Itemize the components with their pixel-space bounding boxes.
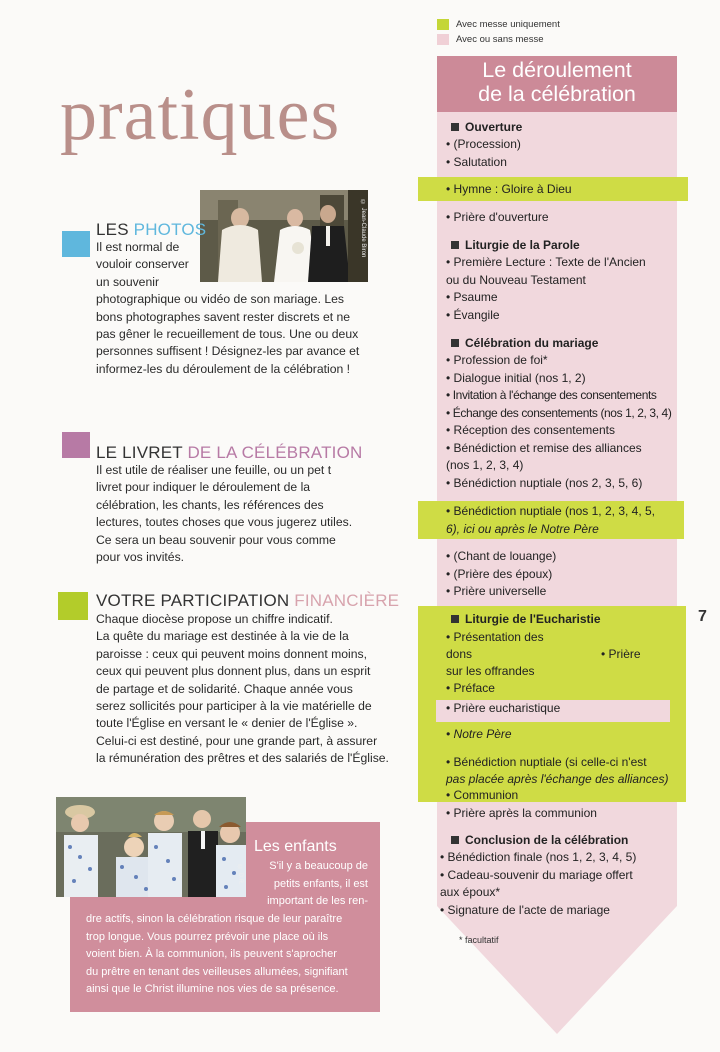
eucharistie-item: sur les offrandes — [446, 664, 535, 678]
ouverture-item: • Salutation — [446, 154, 507, 169]
mariage-item: • Bénédiction et remise des alliances — [446, 440, 642, 455]
livret-heading-main: LE LIVRET — [96, 443, 188, 462]
conclusion-item: • Bénédiction finale (nos 1, 2, 3, 4, 5) — [440, 850, 637, 864]
participation-line: Celui-ci est destiné, pour une grande part, à assurer — [96, 733, 378, 748]
photos-heading-accent: PHOTOS — [133, 220, 207, 239]
page-title: pratiques — [60, 74, 341, 156]
eucharistie-item: • Communion — [446, 788, 519, 802]
livret-line: livret pour indiquer le déroulement de la — [96, 480, 311, 495]
children-photo-credit: © D.R. — [237, 865, 243, 885]
ouverture-item: • (Procession) — [446, 137, 521, 151]
enfants-line: du prêtre en tenant des veilleuses allumées, signifiant — [86, 965, 348, 978]
children-photo — [56, 797, 246, 897]
mariage-item: • Dialogue initial (nos 1, 2) — [446, 370, 586, 385]
eucharistie-item: • Prière — [601, 647, 641, 661]
livret-line: lectures, toutes choses que vous jugerez utiles. — [96, 515, 353, 530]
conclusion-item: • Cadeau-souvenir du mariage offert — [440, 867, 633, 882]
eucharistie-heading — [451, 612, 601, 626]
eucharistie-heading-text: Liturgie de l'Eucharistie — [465, 612, 601, 626]
parole-item: ou du Nouveau Testament — [446, 272, 586, 287]
photos-line: pas gêner le recueillement de tous. Une ou deux — [96, 327, 359, 342]
ouverture-after-band: • Prière d'ouverture — [446, 210, 549, 224]
enfants-text-full — [86, 911, 348, 999]
participation-line: ceux qui peuvent plus donnent plus, dans un esprit — [96, 664, 371, 679]
square-bullet-icon — [451, 615, 459, 623]
photos-heading-main: LES — [96, 220, 134, 239]
livret-heading-accent: DE LA CÉLÉBRATION — [187, 443, 363, 462]
enfants-line: important de les ren- — [267, 895, 368, 908]
photos-line: Il est normal de — [96, 240, 180, 254]
eucharistie-item: pas placée après l'échange des alliances) — [446, 772, 669, 786]
livret-line: célébration, les chants, les références des — [96, 497, 324, 512]
legend-label-with-mass: Avec messe uniquement — [456, 19, 560, 30]
photos-line: photographique ou vidéo de son mariage. Les — [96, 292, 344, 307]
ouverture-heading-text: Ouverture — [465, 120, 523, 134]
enfants-line: petits enfants, il est — [273, 877, 368, 890]
mariage-band — [446, 503, 655, 538]
participation-line: La quête du mariage est destinée à la vie de la — [96, 629, 349, 644]
mariage-item: • Invitation à l'échange des consentements — [446, 388, 657, 402]
mariage-item: • Réception des consentements — [446, 423, 615, 437]
enfants-text-right — [256, 858, 368, 911]
parole-item: • Psaume — [446, 290, 498, 304]
mariage-after-item: • (Prière des époux) — [446, 566, 553, 581]
livret-heading — [96, 443, 362, 463]
eucharistie-item: • Présentation des — [446, 630, 544, 644]
participation-heading-accent: FINANCIÈRE — [294, 591, 400, 610]
mariage-item: • Bénédiction nuptiale (nos 2, 3, 5, 6) — [446, 475, 643, 490]
participation-heading-main: VOTRE PARTICIPATION — [96, 591, 295, 610]
legend-label-with-or-without: Avec ou sans messe — [456, 34, 544, 45]
livret-line: pour vos invités. — [96, 550, 185, 565]
photos-color-square — [62, 231, 90, 257]
ouverture-band-item: • Hymne : Gloire à Dieu — [446, 182, 572, 196]
eucharistie-item: • Préface — [446, 681, 495, 695]
participation-color-square — [58, 592, 88, 620]
participation-line: Chaque diocèse propose un chiffre indicatif. — [96, 612, 333, 626]
enfants-line: S'il y a beaucoup de — [269, 860, 368, 872]
mariage-heading — [451, 336, 598, 350]
participation-text — [96, 611, 389, 768]
parole-items — [446, 254, 646, 324]
livret-text — [96, 462, 352, 566]
square-bullet-icon — [451, 123, 459, 131]
legend-swatch-with-mass — [437, 19, 449, 30]
enfants-line: voient bien. À la communion, ils peuvent s'aprocher — [86, 948, 337, 961]
mariage-item: (nos 1, 2, 3, 4) — [446, 458, 524, 472]
footnote: * facultatif — [459, 935, 499, 945]
eucharistie-item: • Prière après la communion — [446, 806, 597, 820]
page-number: 7 — [698, 608, 707, 625]
parole-item: • Première Lecture : Texte de l'Ancien — [446, 255, 646, 269]
conclusion-item: aux époux* — [440, 885, 501, 899]
mariage-after-item: • (Chant de louange) — [446, 549, 557, 563]
mariage-after-item: • Prière universelle — [446, 584, 547, 598]
mariage-band-line: 6), ici ou après le Notre Père — [446, 521, 599, 536]
livret-color-square — [62, 432, 90, 458]
participation-line: de partage et de solidarité. Chaque année vous — [96, 681, 353, 696]
photos-text — [96, 239, 359, 378]
participation-line: serez sollicités pour participer à la vie matérielle de — [96, 699, 372, 714]
enfants-line: trop longue. Vous pourrez prévoir une place où ils — [86, 930, 329, 943]
parole-item: • Évangile — [446, 307, 500, 322]
eucharistie-item: • Notre Père — [446, 727, 512, 741]
ouverture-items — [446, 136, 521, 171]
mariage-band-line: • Bénédiction nuptiale (nos 1, 2, 3, 4, 5, — [446, 504, 656, 518]
enfants-line: ainsi que le Christ illumine nos vies de sa présence. — [86, 983, 339, 996]
enfants-line: dre actifs, sinon la célébration risque de leur paraître — [86, 913, 343, 925]
mariage-item: • Échange des consentements (nos 1, 2, 3, 4) — [446, 405, 672, 420]
photos-line: personnes suffisent ! Désignez-les par avance et — [96, 344, 360, 359]
livret-line: Ce sera un beau souvenir pour vous comme — [96, 532, 336, 547]
deroulement-title-line2: de la célébration — [478, 82, 636, 106]
eucharistie-item: • Prière eucharistique — [446, 701, 561, 715]
deroulement-title — [437, 58, 677, 106]
photos-line: informez-les du déroulement de la célébration ! — [96, 361, 351, 376]
participation-line: la rémunération des prêtres et des salariés de l'Église. — [96, 751, 389, 766]
photos-line: vouloir conserver — [96, 257, 189, 272]
conclusion-item: • Signature de l'acte de mariage — [440, 902, 610, 917]
participation-line: toute l'Église en versant le « denier de l'Église ». — [96, 716, 358, 731]
mariage-item: • Profession de foi* — [446, 353, 548, 367]
mariage-heading-text: Célébration du mariage — [465, 336, 599, 350]
photos-heading — [96, 220, 206, 240]
photos-line: un souvenir — [96, 274, 160, 289]
conclusion-heading-text: Conclusion de la célébration — [465, 833, 629, 847]
parole-heading — [451, 238, 580, 252]
livret-line: Il est utile de réaliser une feuille, ou un pet t — [96, 463, 332, 477]
square-bullet-icon — [451, 836, 459, 844]
conclusion-heading — [451, 833, 628, 847]
ouverture-heading — [451, 120, 522, 134]
participation-heading — [96, 591, 399, 611]
square-bullet-icon — [451, 241, 459, 249]
photos-line: bons photographes savent rester discrets et ne — [96, 309, 351, 324]
eucharistie-item: dons — [446, 647, 473, 661]
legend-swatch-with-or-without — [437, 34, 449, 45]
mariage-items — [446, 352, 671, 492]
deroulement-title-line1: Le déroulement — [482, 58, 632, 82]
eucharistie-item: • Bénédiction nuptiale (si celle-ci n'est — [446, 755, 647, 769]
parole-heading-text: Liturgie de la Parole — [465, 238, 580, 252]
participation-line: paroisse : ceux qui peuvent moins donnent moins, — [96, 646, 367, 661]
mariage-after-band — [446, 548, 556, 601]
photo-credit: © Jean-Claude Biron — [360, 200, 366, 258]
square-bullet-icon — [451, 339, 459, 347]
enfants-heading: Les enfants — [254, 838, 337, 855]
conclusion-items — [440, 849, 636, 919]
